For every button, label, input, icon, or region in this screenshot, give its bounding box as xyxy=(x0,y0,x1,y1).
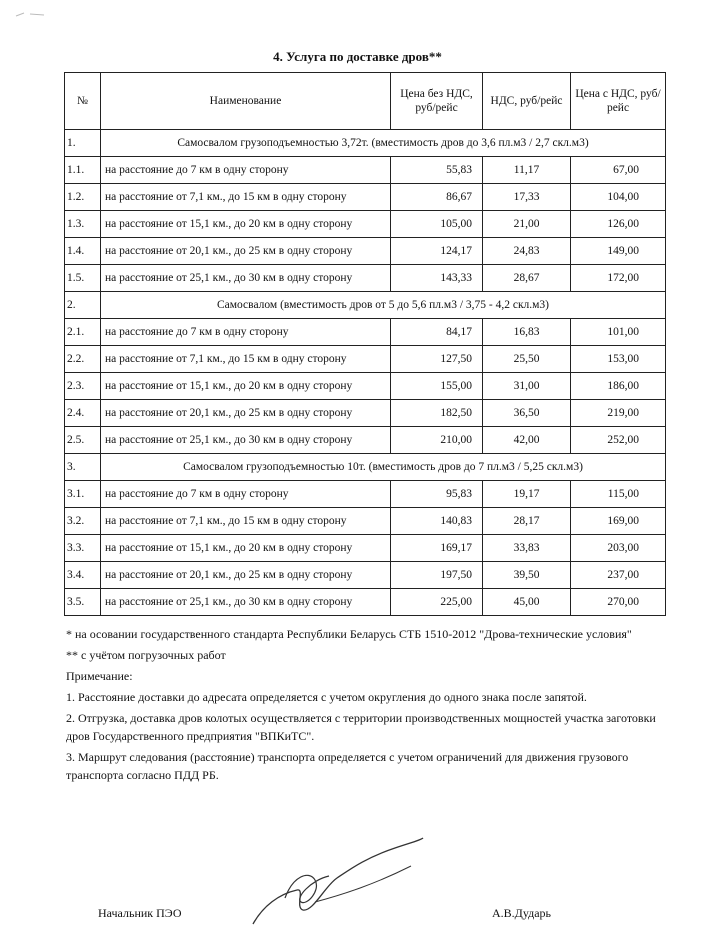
scan-artifact-mark xyxy=(14,10,54,18)
row-price-with-vat: 252,00 xyxy=(571,427,666,454)
remark-heading: Примечание: xyxy=(66,669,133,683)
row-name: на расстояние до 7 км в одну сторону xyxy=(101,157,391,184)
table-row xyxy=(65,265,666,292)
row-price-with-vat: 149,00 xyxy=(571,238,666,265)
row-name: на расстояние от 20,1 км., до 25 км в одну сторону xyxy=(101,238,391,265)
row-number: 3.1. xyxy=(65,481,101,508)
row-price-with-vat: 270,00 xyxy=(571,589,666,616)
row-name: на расстояние от 20,1 км., до 25 км в одну сторону xyxy=(101,562,391,589)
group-number: 2. xyxy=(65,292,101,319)
table-row xyxy=(65,211,666,238)
table-row xyxy=(65,319,666,346)
row-vat: 36,50 xyxy=(483,400,571,427)
row-price-with-vat: 203,00 xyxy=(571,535,666,562)
group-title: Самосвалом грузоподъемностью 3,72т. (вместимость дров до 3,6 пл.м3 / 2,7 скл.м3) xyxy=(101,130,666,157)
footer-signatory-name: А.В.Дударь xyxy=(492,906,552,920)
table-row xyxy=(65,481,666,508)
footer-position: Начальник ПЭО xyxy=(98,906,182,920)
table-row xyxy=(65,238,666,265)
table-row xyxy=(65,184,666,211)
header-num: № xyxy=(65,73,101,130)
row-price-no-vat: 197,50 xyxy=(391,562,483,589)
row-vat: 25,50 xyxy=(483,346,571,373)
remark-3: 3. Маршрут следования (расстояние) транспорта определяется с учетом ограничений для движения грузового транспорта согласно ПДД РБ. xyxy=(66,750,629,782)
row-number: 3.3. xyxy=(65,535,101,562)
row-price-with-vat: 153,00 xyxy=(571,346,666,373)
table-row xyxy=(65,535,666,562)
row-vat: 21,00 xyxy=(483,211,571,238)
row-name: на расстояние от 25,1 км., до 30 км в одну сторону xyxy=(101,265,391,292)
row-vat: 28,67 xyxy=(483,265,571,292)
group-row xyxy=(65,130,666,157)
row-price-no-vat: 84,17 xyxy=(391,319,483,346)
row-name: на расстояние до 7 км в одну сторону xyxy=(101,481,391,508)
row-name: на расстояние от 7,1 км., до 15 км в одну сторону xyxy=(101,184,391,211)
row-price-with-vat: 219,00 xyxy=(571,400,666,427)
row-price-with-vat: 186,00 xyxy=(571,373,666,400)
row-price-no-vat: 86,67 xyxy=(391,184,483,211)
row-number: 3.4. xyxy=(65,562,101,589)
footnote-loading: ** с учётом погрузочных работ xyxy=(66,648,226,662)
header-price-no-vat: Цена без НДС, руб/рейс xyxy=(391,73,483,130)
row-name: на расстояние от 20,1 км., до 25 км в одну сторону xyxy=(101,400,391,427)
row-vat: 33,83 xyxy=(483,535,571,562)
table-row xyxy=(65,508,666,535)
row-price-no-vat: 105,00 xyxy=(391,211,483,238)
row-vat: 11,17 xyxy=(483,157,571,184)
row-price-no-vat: 124,17 xyxy=(391,238,483,265)
row-price-with-vat: 115,00 xyxy=(571,481,666,508)
row-price-no-vat: 182,50 xyxy=(391,400,483,427)
header-name: Наименование xyxy=(101,73,391,130)
row-name: на расстояние от 7,1 км., до 15 км в одну сторону xyxy=(101,346,391,373)
group-title: Самосвалом (вместимость дров от 5 до 5,6 пл.м3 / 3,75 - 4,2 скл.м3) xyxy=(101,292,666,319)
remark-1: 1. Расстояние доставки до адресата определяется с учетом округления до одного знака после запятой. xyxy=(66,690,587,704)
row-vat: 42,00 xyxy=(483,427,571,454)
row-price-no-vat: 155,00 xyxy=(391,373,483,400)
section-title: 4. Услуга по доставке дров** xyxy=(273,49,442,64)
row-number: 1.5. xyxy=(65,265,101,292)
row-name: на расстояние до 7 км в одну сторону xyxy=(101,319,391,346)
table-row xyxy=(65,346,666,373)
row-price-no-vat: 143,33 xyxy=(391,265,483,292)
row-number: 1.1. xyxy=(65,157,101,184)
row-number: 3.5. xyxy=(65,589,101,616)
row-price-with-vat: 67,00 xyxy=(571,157,666,184)
group-number: 1. xyxy=(65,130,101,157)
row-vat: 24,83 xyxy=(483,238,571,265)
row-number: 2.5. xyxy=(65,427,101,454)
table-row xyxy=(65,373,666,400)
row-name: на расстояние от 15,1 км., до 20 км в одну сторону xyxy=(101,373,391,400)
table-body xyxy=(65,130,666,616)
notes-block xyxy=(66,625,656,787)
row-price-with-vat: 126,00 xyxy=(571,211,666,238)
row-vat: 31,00 xyxy=(483,373,571,400)
row-price-with-vat: 172,00 xyxy=(571,265,666,292)
signature-image xyxy=(245,836,425,926)
row-price-no-vat: 140,83 xyxy=(391,508,483,535)
group-number: 3. xyxy=(65,454,101,481)
group-title: Самосвалом грузоподъемностью 10т. (вместимость дров до 7 пл.м3 / 5,25 скл.м3) xyxy=(101,454,666,481)
row-name: на расстояние от 15,1 км., до 20 км в одну сторону xyxy=(101,211,391,238)
row-price-with-vat: 169,00 xyxy=(571,508,666,535)
row-price-no-vat: 225,00 xyxy=(391,589,483,616)
footnote-standard: * на осовании государственного стандарта Республики Беларусь СТБ 1510-2012 "Дрова-технические условия" xyxy=(66,627,632,641)
table-row xyxy=(65,589,666,616)
price-table xyxy=(64,72,666,616)
row-price-with-vat: 104,00 xyxy=(571,184,666,211)
header-price-with-vat: Цена с НДС, руб/рейс xyxy=(571,73,666,130)
row-name: на расстояние от 25,1 км., до 30 км в одну сторону xyxy=(101,427,391,454)
table-row xyxy=(65,427,666,454)
row-vat: 17,33 xyxy=(483,184,571,211)
table-row xyxy=(65,400,666,427)
row-vat: 19,17 xyxy=(483,481,571,508)
row-price-no-vat: 210,00 xyxy=(391,427,483,454)
row-number: 2.3. xyxy=(65,373,101,400)
row-number: 2.1. xyxy=(65,319,101,346)
row-vat: 45,00 xyxy=(483,589,571,616)
row-number: 2.2. xyxy=(65,346,101,373)
row-price-no-vat: 55,83 xyxy=(391,157,483,184)
remark-2: 2. Отгрузка, доставка дров колотых осуществляется с территории производственных мощностей участка заготовки дров Государственного предприятия "ВПКиТС". xyxy=(66,711,656,743)
table-row xyxy=(65,157,666,184)
row-number: 1.4. xyxy=(65,238,101,265)
row-price-with-vat: 237,00 xyxy=(571,562,666,589)
row-number: 3.2. xyxy=(65,508,101,535)
row-vat: 28,17 xyxy=(483,508,571,535)
row-number: 1.3. xyxy=(65,211,101,238)
row-name: на расстояние от 25,1 км., до 30 км в одну сторону xyxy=(101,589,391,616)
row-price-no-vat: 127,50 xyxy=(391,346,483,373)
group-row xyxy=(65,292,666,319)
row-vat: 39,50 xyxy=(483,562,571,589)
row-name: на расстояние от 15,1 км., до 20 км в одну сторону xyxy=(101,535,391,562)
row-vat: 16,83 xyxy=(483,319,571,346)
row-name: на расстояние от 7,1 км., до 15 км в одну сторону xyxy=(101,508,391,535)
row-number: 2.4. xyxy=(65,400,101,427)
header-vat: НДС, руб/рейс xyxy=(483,73,571,130)
row-price-with-vat: 101,00 xyxy=(571,319,666,346)
row-price-no-vat: 95,83 xyxy=(391,481,483,508)
row-price-no-vat: 169,17 xyxy=(391,535,483,562)
table-header-row xyxy=(65,73,666,130)
group-row xyxy=(65,454,666,481)
row-number: 1.2. xyxy=(65,184,101,211)
table-row xyxy=(65,562,666,589)
